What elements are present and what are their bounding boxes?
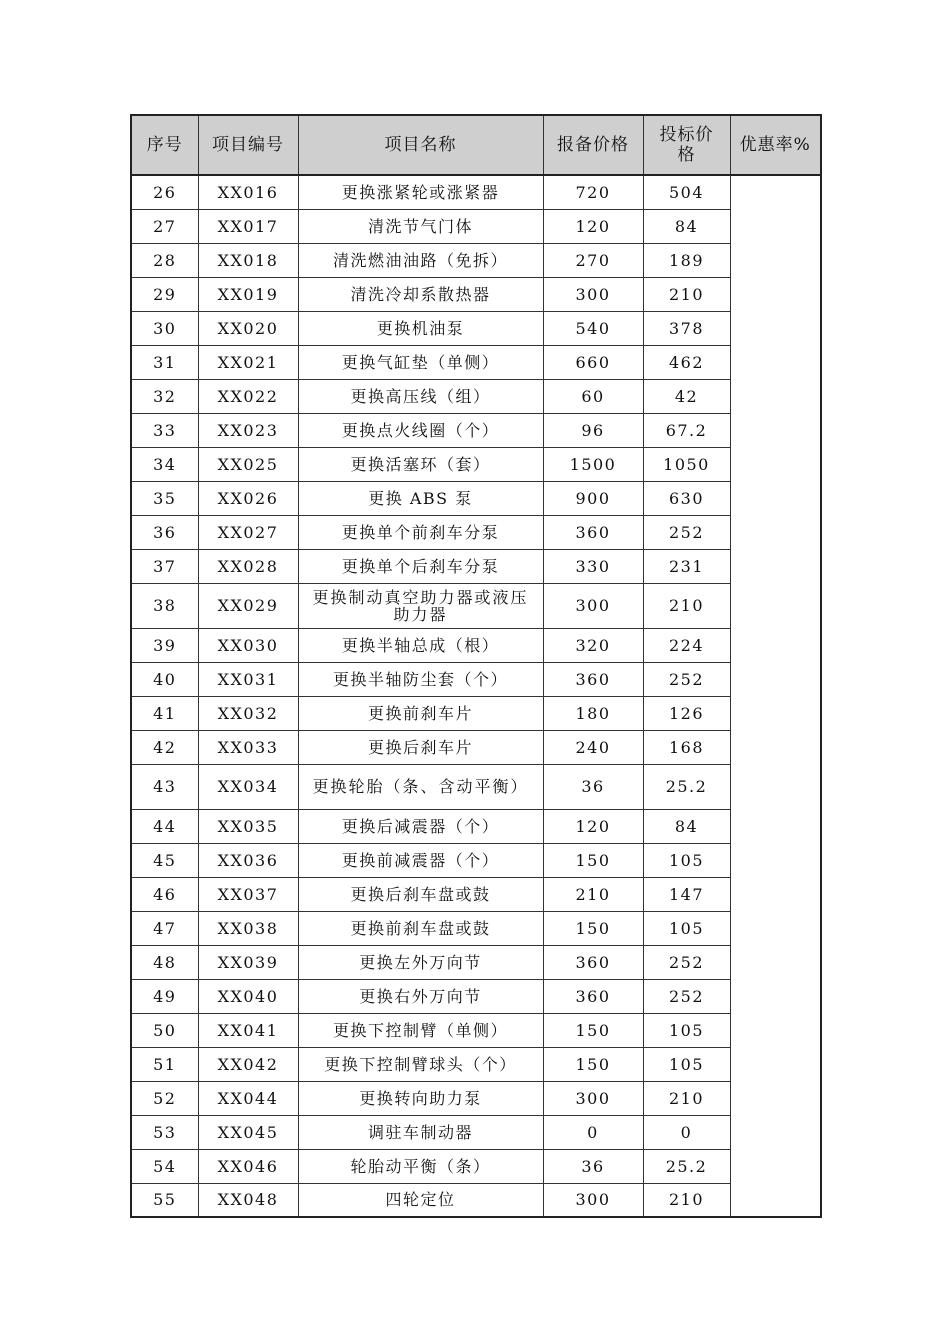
cell-name: 更换 ABS 泵: [298, 481, 543, 515]
cell-code: XX017: [198, 209, 298, 243]
table-row: [131, 209, 821, 243]
cell-bid-price: 252: [643, 979, 730, 1013]
cell-name: 更换后刹车盘或鼓: [298, 877, 543, 911]
cell-filed-price: 330: [543, 549, 643, 583]
cell-code: XX045: [198, 1115, 298, 1149]
table-row: [131, 730, 821, 764]
cell-filed-price: 60: [543, 379, 643, 413]
cell-code: XX020: [198, 311, 298, 345]
table-row: [131, 1047, 821, 1081]
cell-bid-price: 462: [643, 345, 730, 379]
cell-bid-price: 84: [643, 209, 730, 243]
table-row: [131, 809, 821, 843]
cell-filed-price: 36: [543, 1149, 643, 1183]
header-code: 项目编号: [198, 115, 298, 175]
header-seq: 序号: [131, 115, 198, 175]
table-row: [131, 911, 821, 945]
cell-seq: 42: [131, 730, 198, 764]
cell-filed-price: 320: [543, 628, 643, 662]
cell-bid-price: 105: [643, 1013, 730, 1047]
cell-code: XX040: [198, 979, 298, 1013]
table-row: [131, 345, 821, 379]
cell-name: 更换单个前刹车分泵: [298, 515, 543, 549]
cell-name: 更换前减震器（个）: [298, 843, 543, 877]
cell-filed-price: 360: [543, 945, 643, 979]
cell-filed-price: 300: [543, 277, 643, 311]
cell-name: 更换半轴防尘套（个）: [298, 662, 543, 696]
cell-bid-price: 147: [643, 877, 730, 911]
cell-bid-price: 630: [643, 481, 730, 515]
cell-name: 四轮定位: [298, 1183, 543, 1217]
cell-filed-price: 240: [543, 730, 643, 764]
cell-bid-price: 210: [643, 277, 730, 311]
table-row: [131, 311, 821, 345]
header-filed-price: 报备价格: [543, 115, 643, 175]
cell-filed-price: 720: [543, 175, 643, 209]
cell-name: 更换涨紧轮或涨紧器: [298, 175, 543, 209]
cell-name: 更换后刹车片: [298, 730, 543, 764]
cell-bid-price: 105: [643, 1047, 730, 1081]
table-row: [131, 945, 821, 979]
cell-seq: 41: [131, 696, 198, 730]
cell-name: 轮胎动平衡（条）: [298, 1149, 543, 1183]
cell-seq: 37: [131, 549, 198, 583]
cell-seq: 46: [131, 877, 198, 911]
cell-seq: 31: [131, 345, 198, 379]
cell-name: 更换高压线（组）: [298, 379, 543, 413]
cell-seq: 27: [131, 209, 198, 243]
table-row: [131, 413, 821, 447]
cell-bid-price: 210: [643, 583, 730, 628]
cell-name: 更换前刹车片: [298, 696, 543, 730]
cell-filed-price: 1500: [543, 447, 643, 481]
cell-name: 调驻车制动器: [298, 1115, 543, 1149]
cell-code: XX039: [198, 945, 298, 979]
cell-code: XX035: [198, 809, 298, 843]
header-row: [131, 115, 821, 175]
cell-seq: 35: [131, 481, 198, 515]
cell-name: 更换轮胎（条、含动平衡）: [298, 764, 543, 809]
cell-bid-price: 224: [643, 628, 730, 662]
cell-seq: 40: [131, 662, 198, 696]
cell-filed-price: 0: [543, 1115, 643, 1149]
cell-name: 更换右外万向节: [298, 979, 543, 1013]
cell-seq: 52: [131, 1081, 198, 1115]
cell-code: XX048: [198, 1183, 298, 1217]
table-body: [131, 175, 821, 1217]
cell-discount-rate[interactable]: [730, 175, 821, 1217]
cell-seq: 38: [131, 583, 198, 628]
cell-code: XX023: [198, 413, 298, 447]
cell-code: XX032: [198, 696, 298, 730]
cell-bid-price: 378: [643, 311, 730, 345]
cell-code: XX016: [198, 175, 298, 209]
table-header: [131, 115, 821, 175]
cell-bid-price: 252: [643, 662, 730, 696]
cell-filed-price: 210: [543, 877, 643, 911]
cell-seq: 33: [131, 413, 198, 447]
cell-code: XX034: [198, 764, 298, 809]
cell-filed-price: 36: [543, 764, 643, 809]
price-table: [130, 114, 822, 1218]
cell-bid-price: 210: [643, 1183, 730, 1217]
cell-seq: 32: [131, 379, 198, 413]
cell-code: XX042: [198, 1047, 298, 1081]
cell-seq: 29: [131, 277, 198, 311]
cell-seq: 26: [131, 175, 198, 209]
cell-filed-price: 120: [543, 209, 643, 243]
cell-code: XX033: [198, 730, 298, 764]
cell-code: XX027: [198, 515, 298, 549]
cell-seq: 54: [131, 1149, 198, 1183]
cell-name: 更换后减震器（个）: [298, 809, 543, 843]
cell-seq: 50: [131, 1013, 198, 1047]
table-row: [131, 549, 821, 583]
cell-filed-price: 270: [543, 243, 643, 277]
cell-code: XX041: [198, 1013, 298, 1047]
cell-filed-price: 360: [543, 515, 643, 549]
table-row: [131, 764, 821, 809]
cell-name: 更换单个后刹车分泵: [298, 549, 543, 583]
table-row: [131, 277, 821, 311]
cell-filed-price: 120: [543, 809, 643, 843]
cell-code: XX025: [198, 447, 298, 481]
table-row: [131, 1115, 821, 1149]
cell-bid-price: 84: [643, 809, 730, 843]
cell-code: XX021: [198, 345, 298, 379]
cell-name: 更换点火线圈（个）: [298, 413, 543, 447]
cell-seq: 34: [131, 447, 198, 481]
table-row: [131, 175, 821, 209]
cell-seq: 47: [131, 911, 198, 945]
cell-bid-price: 25.2: [643, 1149, 730, 1183]
cell-bid-price: 0: [643, 1115, 730, 1149]
cell-name: 更换活塞环（套）: [298, 447, 543, 481]
cell-filed-price: 900: [543, 481, 643, 515]
cell-code: XX044: [198, 1081, 298, 1115]
cell-seq: 44: [131, 809, 198, 843]
table-row: [131, 1081, 821, 1115]
table-row: [131, 1183, 821, 1217]
cell-bid-price: 67.2: [643, 413, 730, 447]
cell-filed-price: 300: [543, 1081, 643, 1115]
cell-code: XX019: [198, 277, 298, 311]
cell-name: 更换下控制臂（单侧）: [298, 1013, 543, 1047]
table-row: [131, 243, 821, 277]
cell-bid-price: 1050: [643, 447, 730, 481]
cell-name: 更换前刹车盘或鼓: [298, 911, 543, 945]
cell-seq: 43: [131, 764, 198, 809]
table-row: [131, 515, 821, 549]
table-row: [131, 379, 821, 413]
cell-filed-price: 150: [543, 1013, 643, 1047]
cell-code: XX026: [198, 481, 298, 515]
cell-name: 更换机油泵: [298, 311, 543, 345]
cell-name: 更换半轴总成（根）: [298, 628, 543, 662]
cell-bid-price: 210: [643, 1081, 730, 1115]
cell-seq: 39: [131, 628, 198, 662]
cell-seq: 45: [131, 843, 198, 877]
cell-filed-price: 300: [543, 1183, 643, 1217]
cell-name: 更换气缸垫（单侧）: [298, 345, 543, 379]
cell-filed-price: 540: [543, 311, 643, 345]
cell-filed-price: 180: [543, 696, 643, 730]
cell-name: 更换制动真空助力器或液压助力器: [298, 583, 543, 628]
cell-name: 更换转向助力泵: [298, 1081, 543, 1115]
table-row: [131, 1013, 821, 1047]
cell-bid-price: 126: [643, 696, 730, 730]
cell-bid-price: 105: [643, 911, 730, 945]
cell-code: XX028: [198, 549, 298, 583]
table-row: [131, 696, 821, 730]
table-row: [131, 662, 821, 696]
cell-seq: 48: [131, 945, 198, 979]
cell-bid-price: 231: [643, 549, 730, 583]
header-name: 项目名称: [298, 115, 543, 175]
cell-seq: 53: [131, 1115, 198, 1149]
table-row: [131, 583, 821, 628]
cell-seq: 36: [131, 515, 198, 549]
cell-filed-price: 96: [543, 413, 643, 447]
cell-filed-price: 660: [543, 345, 643, 379]
cell-code: XX038: [198, 911, 298, 945]
cell-seq: 49: [131, 979, 198, 1013]
cell-filed-price: 150: [543, 911, 643, 945]
cell-filed-price: 360: [543, 662, 643, 696]
cell-name: 更换下控制臂球头（个）: [298, 1047, 543, 1081]
cell-filed-price: 300: [543, 583, 643, 628]
header-bid-price: 投标价格: [643, 115, 730, 175]
table-row: [131, 1149, 821, 1183]
table-row: [131, 447, 821, 481]
cell-code: XX022: [198, 379, 298, 413]
cell-name: 清洗燃油油路（免拆）: [298, 243, 543, 277]
cell-seq: 51: [131, 1047, 198, 1081]
header-discount-rate: 优惠率%: [730, 115, 821, 175]
cell-name: 更换左外万向节: [298, 945, 543, 979]
cell-name: 清洗冷却系散热器: [298, 277, 543, 311]
cell-filed-price: 150: [543, 1047, 643, 1081]
table-row: [131, 877, 821, 911]
table-row: [131, 979, 821, 1013]
cell-seq: 30: [131, 311, 198, 345]
cell-code: XX046: [198, 1149, 298, 1183]
cell-code: XX030: [198, 628, 298, 662]
cell-code: XX029: [198, 583, 298, 628]
cell-bid-price: 252: [643, 945, 730, 979]
cell-bid-price: 189: [643, 243, 730, 277]
cell-code: XX018: [198, 243, 298, 277]
cell-code: XX037: [198, 877, 298, 911]
cell-bid-price: 105: [643, 843, 730, 877]
cell-name: 清洗节气门体: [298, 209, 543, 243]
cell-filed-price: 150: [543, 843, 643, 877]
table-row: [131, 481, 821, 515]
cell-bid-price: 42: [643, 379, 730, 413]
table-row: [131, 843, 821, 877]
cell-code: XX036: [198, 843, 298, 877]
cell-bid-price: 504: [643, 175, 730, 209]
cell-bid-price: 168: [643, 730, 730, 764]
cell-code: XX031: [198, 662, 298, 696]
cell-seq: 55: [131, 1183, 198, 1217]
cell-bid-price: 25.2: [643, 764, 730, 809]
cell-bid-price: 252: [643, 515, 730, 549]
cell-filed-price: 360: [543, 979, 643, 1013]
table-row: [131, 628, 821, 662]
cell-seq: 28: [131, 243, 198, 277]
